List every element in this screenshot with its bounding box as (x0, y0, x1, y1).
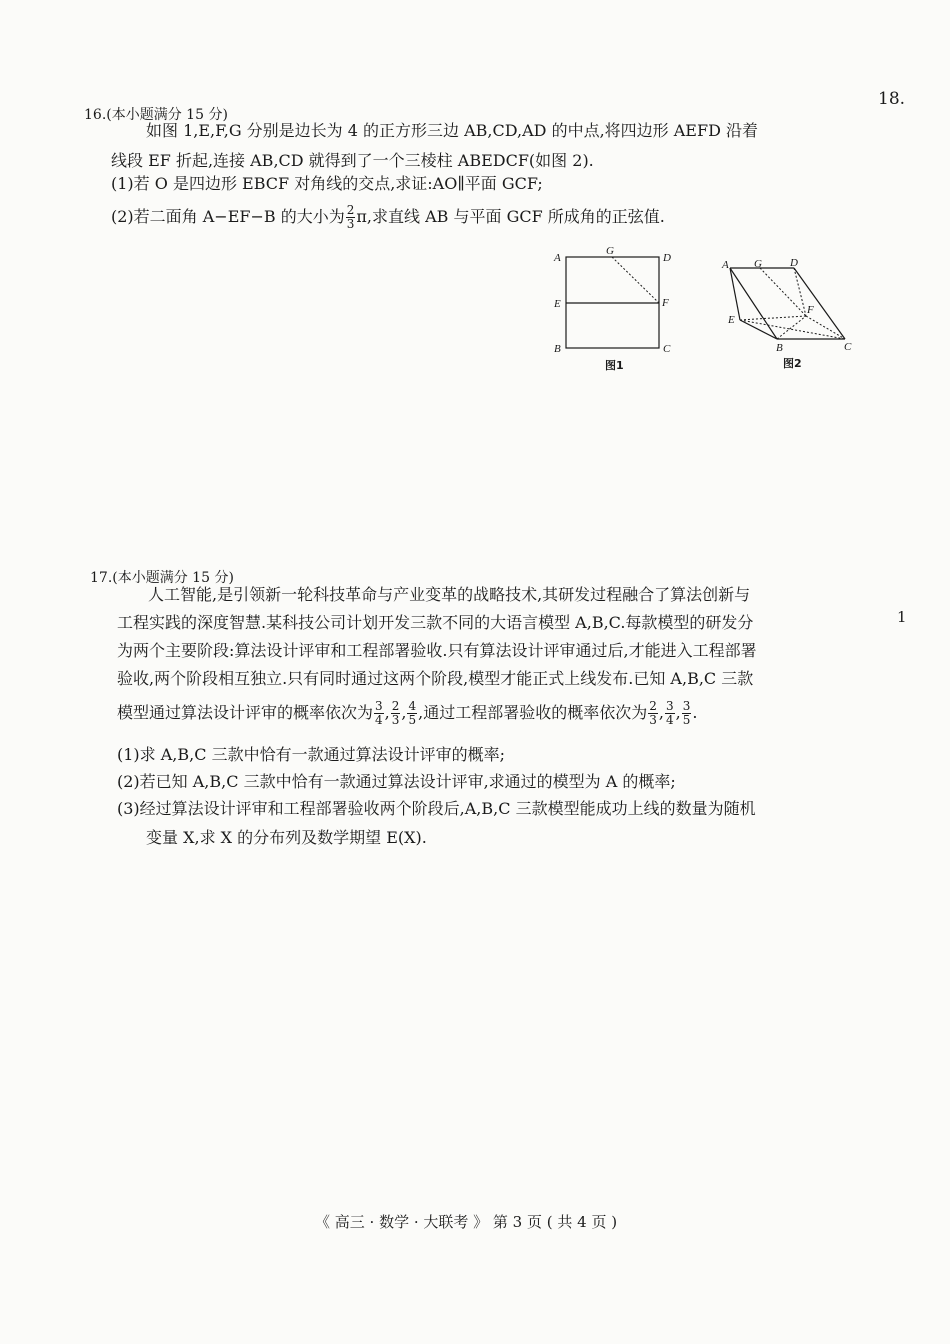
label-e: E (554, 298, 561, 310)
separator: , (401, 703, 407, 722)
fraction-numerator: 4 (408, 699, 417, 713)
fraction-denominator: 5 (408, 713, 417, 727)
label-a: A (722, 259, 729, 271)
label-f: F (807, 304, 814, 316)
label-g: G (754, 258, 762, 270)
fraction-numerator: 2 (346, 203, 355, 217)
q16-part2-post: π,求直线 AB 与平面 GCF 所成角的正弦值. (356, 207, 665, 226)
label-c: C (663, 343, 671, 355)
q17-stem-line1: 人工智能,是引领新一轮科技革命与产业变革的战略技术,其研发过程融合了算法创新与 (148, 585, 751, 604)
fraction-denominator: 4 (665, 713, 674, 727)
label-c: C (844, 341, 852, 353)
q16-part1: (1)若 O 是四边形 EBCF 对角线的交点,求证:AO∥平面 GCF; (111, 174, 543, 193)
figure-2-prism (716, 254, 862, 372)
q17-stem-line5 (117, 700, 697, 727)
fraction-numerator: 3 (682, 699, 691, 713)
q16-part2 (111, 204, 665, 231)
q16-stem-line2: 线段 EF 折起,连接 AB,CD 就得到了一个三棱柱 ABEDCF(如图 2). (111, 151, 594, 170)
p-deploy-b (665, 700, 675, 727)
label-b: B (776, 342, 783, 354)
separator: , (675, 703, 681, 722)
fraction-denominator: 3 (649, 713, 657, 727)
p-deploy-a (648, 700, 658, 727)
p-design-a (374, 700, 384, 727)
fraction-denominator: 4 (375, 713, 383, 727)
fraction-numerator: 3 (375, 699, 383, 713)
figure-1-caption: 图1 (605, 359, 624, 372)
q16-stem-line1: 如图 1,E,F,G 分别是边长为 4 的正方形三边 AB,CD,AD 的中点,将四边形 AEFD 沿着 (146, 121, 758, 140)
label-a: A (554, 252, 561, 264)
label-g: G (606, 245, 614, 257)
q17-line5-pre: 模型通过算法设计评审的概率依次为 (117, 703, 374, 722)
side-page-mark: 1 (897, 608, 907, 626)
q17-stem-line2: 工程实践的深度智慧.某科技公司计划开发三款不同的大语言模型 A,B,C.每款模型的研发分 (117, 613, 754, 632)
q17-heading: 17.(本小题满分 15 分) (90, 570, 234, 586)
p-design-b (391, 700, 401, 727)
figure-2-caption: 图2 (783, 357, 802, 370)
q17-stem-line4: 验收,两个阶段相互独立.只有同时通过这两个阶段,模型才能正式上线发布.已知 A,B,C 三款 (117, 669, 754, 688)
fraction-denominator: 5 (682, 713, 691, 727)
fraction-denominator: 3 (391, 713, 400, 727)
q17-part2: (2)若已知 A,B,C 三款中恰有一款通过算法设计评审,求通过的模型为 A 的概率; (117, 772, 676, 791)
fraction-denominator: 3 (346, 217, 355, 231)
segment-gf-dashed (612, 257, 659, 303)
q17-part1: (1)求 A,B,C 三款中恰有一款通过算法设计评审的概率; (117, 745, 505, 764)
page-footer: 《 高三 · 数学 · 大联考 》 第 3 页 ( 共 4 页 ) (315, 1213, 618, 1231)
q17-part3-line1: (3)经过算法设计评审和工程部署验收两个阶段后,A,B,C 三款模型能成功上线的数量为随机 (117, 799, 756, 818)
label-b: B (554, 343, 561, 355)
fraction-numerator: 2 (649, 699, 657, 713)
q16-heading: 16.(本小题满分 15 分) (84, 107, 228, 123)
p-design-c (407, 700, 417, 727)
fraction-numerator: 3 (665, 699, 674, 713)
figure-1-square (548, 242, 688, 374)
next-question-number: 18. (878, 89, 906, 109)
label-e: E (728, 314, 735, 326)
period: . (692, 703, 698, 722)
fraction-numerator: 2 (391, 699, 400, 713)
q16-part2-pre: (2)若二面角 A−EF−B 的大小为 (111, 207, 345, 226)
separator: , (658, 703, 664, 722)
q16-angle-fraction (346, 204, 356, 231)
label-d: D (663, 252, 671, 264)
label-d: D (790, 257, 798, 269)
q17-line5-mid: ,通过工程部署验收的概率依次为 (418, 703, 648, 722)
p-deploy-c (682, 700, 692, 727)
q17-stem-line3: 为两个主要阶段:算法设计评审和工程部署验收.只有算法设计评审通过后,才能进入工程部署 (117, 641, 757, 660)
label-f: F (662, 297, 669, 309)
q17-part3-line2: 变量 X,求 X 的分布列及数学期望 E(X). (146, 828, 427, 847)
separator: , (384, 703, 390, 722)
